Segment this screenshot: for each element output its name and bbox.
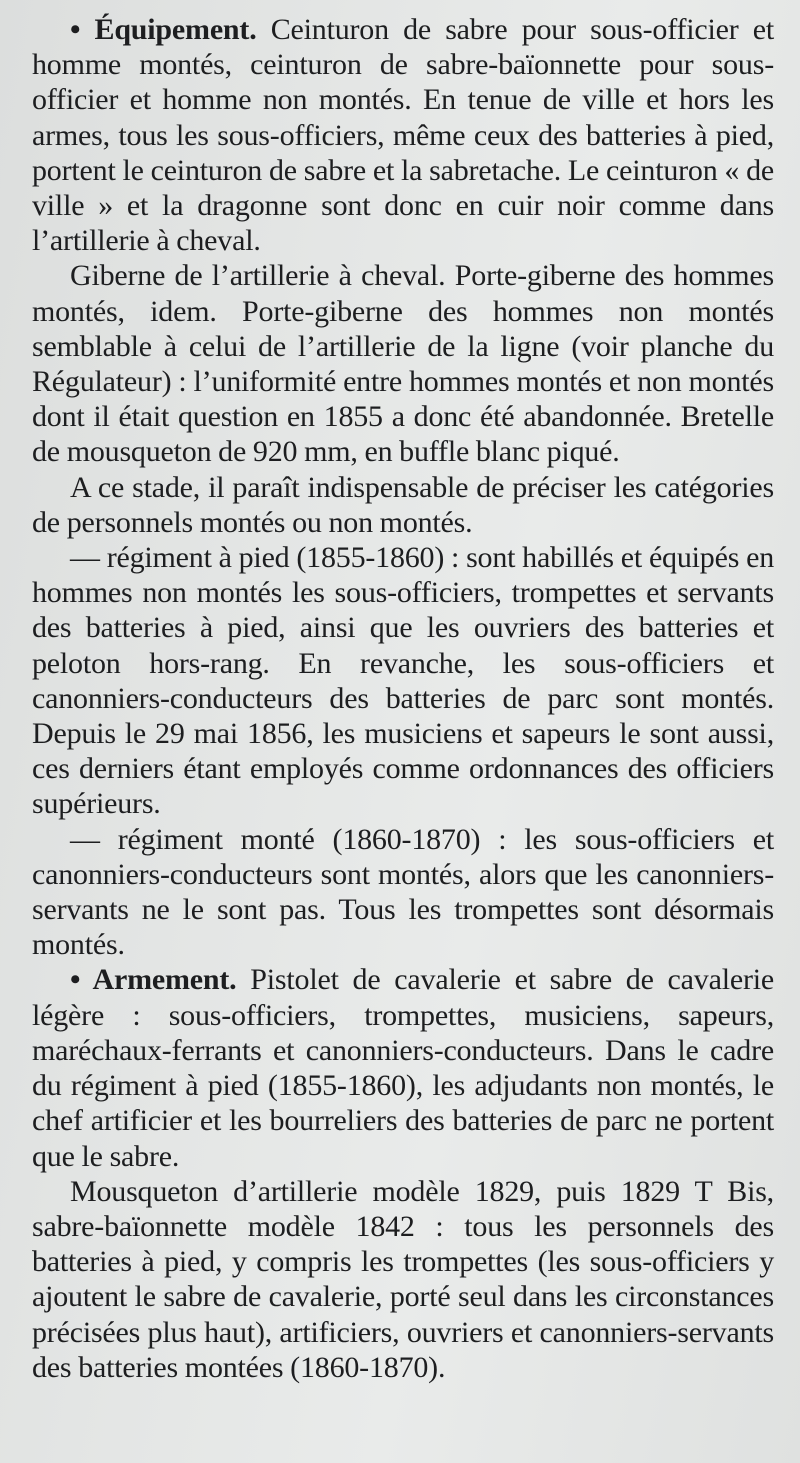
section-heading-equipement: Équipement.: [94, 13, 257, 46]
paragraph-equipement: [32, 12, 774, 258]
paragraph-giberne: [32, 258, 774, 469]
paragraph-text: A ce stade, il paraît indispensable de préciser les catégories de personnels montés ou non montés.: [32, 470, 774, 539]
paragraph-text: — régiment monté (1860-1870) : les sous-officiers et canonniers-conducteurs sont montés, alors que les canonniers-servants ne le sont pas. Tous les trompettes sont désormais montés.: [32, 822, 774, 962]
paragraph-regiment-a-pied: [32, 540, 774, 822]
paragraph-text: Pistolet de cavalerie et sabre de cavalerie légère : sous-officiers, trompettes, musiciens, sapeurs, maréchaux-ferrants et canonniers-conducteurs. Dans le cadre du régiment à pied (1855-1860), les adjudants non montés, le chef artificier et les bourreliers des batteries de parc ne portent que le sabre.: [32, 963, 774, 1173]
paragraph-categories: [32, 470, 774, 540]
bullet-marker: •: [70, 963, 93, 997]
bullet-marker: •: [70, 13, 95, 46]
paragraph-armement: [32, 962, 774, 1173]
paragraph-text: Mousqueton d’artillerie modèle 1829, puis 1829 T Bis, sabre-baïonnette modèle 1842 : tous les personnels des batteries à pied, y compris les trompettes (les sous-officiers y ajoutent le sabre de cavalerie, porté seul dans les circonstances précisées plus haut), artificiers, ouvriers et canonniers-servants des batteries montées (1860-1870).: [32, 1174, 774, 1384]
paragraph-text: Giberne de l’artillerie à cheval. Porte-giberne des hommes montés, idem. Porte-giberne des hommes non montés semblable à celui de l’artillerie de la ligne (voir planche du Régulateur) : l’uniformité entre hommes montés et non montés dont il était question en 1855 a donc été abandonnée. Bretelle de mousqueton de 920 mm, en buffle blanc piqué.: [32, 259, 774, 469]
paragraph-text: — régiment à pied (1855-1860) : sont habillés et équipés en hommes non montés les sous-officiers, trompettes et servants des batteries à pied, ainsi que les ouvriers des batteries et peloton hors-rang. En revanche, les sous-officiers et canonniers-conducteurs des batteries de parc sont montés. Depuis le 29 mai 1856, les musiciens et sapeurs le sont aussi, ces derniers étant employés comme ordonnances des officiers supérieurs.: [32, 541, 774, 821]
paragraph-text: Ceinturon de sabre pour sous-officier et homme montés, ceinturon de sabre-baïonnette pour sous-officier et homme non montés. En tenue de ville et hors les armes, tous les sous-officiers, même ceux des batteries à pied, portent le ceinturon de sabre et la sabretache. Le ceinturon « de ville » et la dragonne sont donc en cuir noir comme dans l’artillerie à cheval.: [32, 13, 775, 258]
section-heading-armement: Armement.: [92, 963, 237, 997]
paragraph-regiment-monte: [32, 822, 774, 963]
paragraph-mousqueton: [32, 1174, 774, 1385]
